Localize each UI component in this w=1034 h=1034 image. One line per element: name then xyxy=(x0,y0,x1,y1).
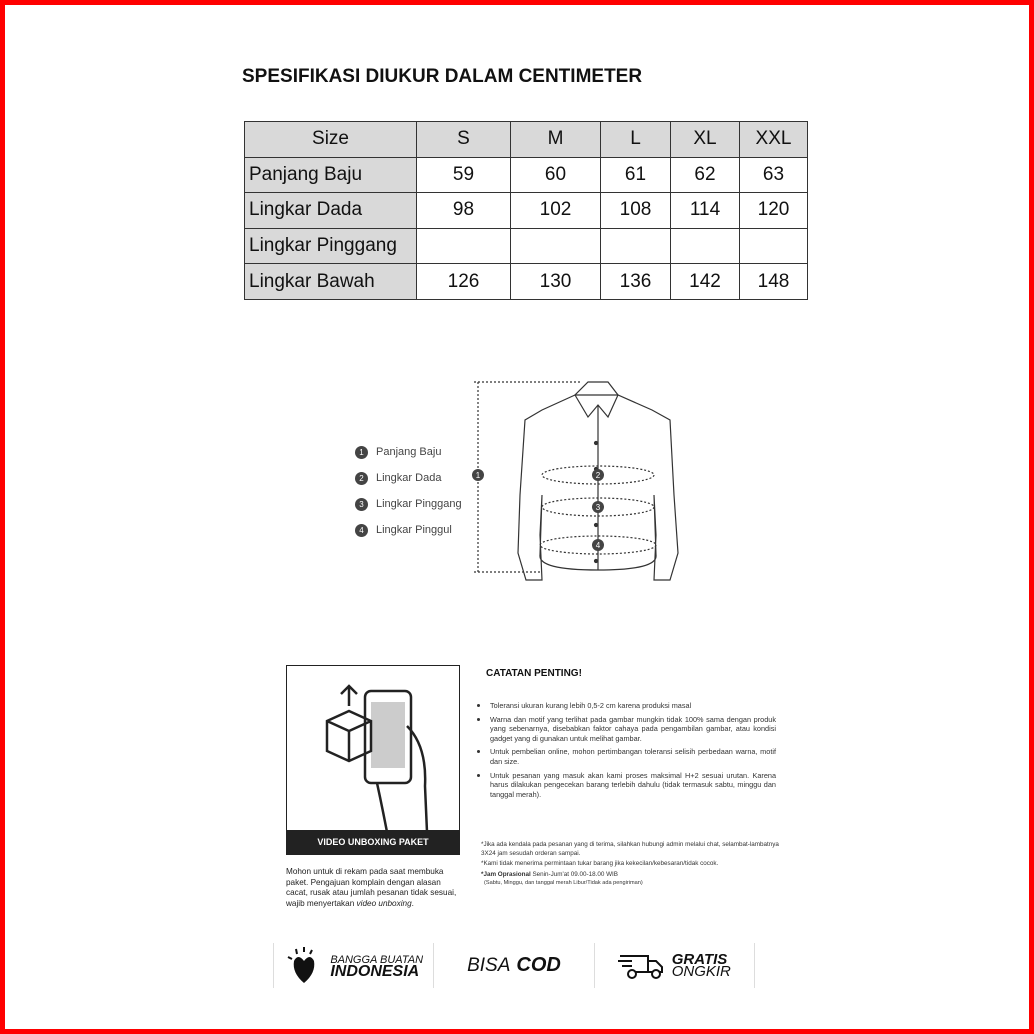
note-item: Toleransi ukuran kurang lebih 0,5-2 cm karena produksi masal xyxy=(476,701,776,711)
badge-text: BANGGA BUATAN xyxy=(330,953,424,966)
table-cell: 108 xyxy=(601,193,671,229)
unboxing-text xyxy=(286,867,460,909)
notes-title: CATATAN PENTING! xyxy=(486,668,582,679)
table-cell: 61 xyxy=(601,157,671,193)
header-cell: XL xyxy=(671,122,740,158)
legend-number: 2 xyxy=(355,472,368,485)
svg-text:4: 4 xyxy=(595,541,601,550)
delivery-truck-icon xyxy=(618,952,666,980)
row-label: Lingkar Dada xyxy=(245,193,417,229)
legend-item xyxy=(355,465,462,491)
unboxing-text-italic: video unboxing xyxy=(356,898,412,908)
badge-text: GRATIS xyxy=(671,950,728,968)
legend-number: 1 xyxy=(355,446,368,459)
table-cell: 130 xyxy=(511,264,601,300)
table-row xyxy=(245,157,808,193)
legend-item xyxy=(355,517,462,543)
table-cell: 114 xyxy=(671,193,740,229)
legend-item xyxy=(355,491,462,517)
note-item: Untuk pesanan yang masuk akan kami proses maksimal H+2 sesuai urutan. Karena harus dilakukan pengecekan barang terlebih dahulu (tidak termasuk sabtu, minggu dan tanggal merah). xyxy=(476,771,776,800)
footnote xyxy=(481,871,781,880)
badge-indonesia xyxy=(273,943,433,988)
table-cell xyxy=(511,228,601,264)
svg-text:3: 3 xyxy=(595,503,601,512)
phone-box-icon xyxy=(287,666,459,832)
unboxing-illustration xyxy=(286,665,460,855)
badge-text: COD xyxy=(516,954,561,976)
header-cell: M xyxy=(511,122,601,158)
badge-free-shipping xyxy=(594,943,755,988)
size-table xyxy=(244,121,808,300)
table-cell: 59 xyxy=(417,157,511,193)
table-cell: 62 xyxy=(671,157,740,193)
unboxing-panel xyxy=(286,665,460,909)
header-cell: L xyxy=(601,122,671,158)
legend-label: Lingkar Pinggang xyxy=(376,498,462,510)
header-cell: XXL xyxy=(740,122,808,158)
shirt-diagram-icon xyxy=(460,375,700,585)
legend-number: 3 xyxy=(355,498,368,511)
notes-list xyxy=(476,701,776,799)
table-row xyxy=(245,193,808,229)
table-cell: 63 xyxy=(740,157,808,193)
badge-text: BISA xyxy=(467,954,511,976)
svg-text:2: 2 xyxy=(595,471,601,480)
legend-label: Lingkar Pinggul xyxy=(376,524,452,536)
important-notes xyxy=(476,668,776,803)
table-header-row xyxy=(245,122,808,158)
heart-hand-icon xyxy=(284,947,324,985)
measurement-legend xyxy=(355,439,462,543)
table-cell: 120 xyxy=(740,193,808,229)
svg-text:1: 1 xyxy=(475,471,481,480)
badge-cod xyxy=(433,943,593,988)
table-cell: 98 xyxy=(417,193,511,229)
footnote: (Sabtu, Minggu, dan tanggal merah Libur/Tidak ada pengiriman) xyxy=(484,880,643,886)
page-title: SPESIFIKASI DIUKUR DALAM CENTIMETER xyxy=(242,66,643,87)
footnote: *Kami tidak menerima permintaan tukar barang jika kekecilan/kebesaran/tidak cocok. xyxy=(481,860,719,867)
footnote-text: Senin-Jum'at 09.00-18.00 WIB xyxy=(530,870,619,878)
table-cell xyxy=(740,228,808,264)
table-cell: 142 xyxy=(671,264,740,300)
unboxing-text-a: Mohon untuk di rekam pada saat membuka paket. Pengajuan komplain dengan alasan cacat, rusak atau jumlah pesanan tidak sesuai, wajib menyertakan xyxy=(286,867,457,908)
badge-text: ONGKIR xyxy=(671,962,731,980)
footnotes xyxy=(481,841,781,888)
header-cell: S xyxy=(417,122,511,158)
table-cell xyxy=(601,228,671,264)
badge-text: INDONESIA xyxy=(330,962,420,980)
legend-label: Lingkar Dada xyxy=(376,472,442,484)
table-cell: 126 xyxy=(417,264,511,300)
table-cell xyxy=(671,228,740,264)
table-row xyxy=(245,264,808,300)
note-item: Warna dan motif yang terlihat pada gambar mungkin tidak 100% sama dengan produk yang sebenarnya, disebabkan faktor cahaya pada pengambilan gambar, atau kondisi gadget yang di gunakan untuk melihat gambar. xyxy=(476,715,776,744)
badges xyxy=(273,943,755,988)
row-label: Panjang Baju xyxy=(245,157,417,193)
legend-number: 4 xyxy=(355,524,368,537)
table-cell: 102 xyxy=(511,193,601,229)
table-row xyxy=(245,228,808,264)
unboxing-text-c: . xyxy=(411,898,414,908)
footnote: *Jika ada kendala pada pesanan yang di terima, silahkan hubungi admin melalui chat, selambat-lambatnya 3X24 jam sesudah orderan sampai. xyxy=(481,841,779,857)
note-item: Untuk pembelian online, mohon pertimbangan toleransi selisih perbedaan warna, motif dan size. xyxy=(476,747,776,766)
table-cell: 136 xyxy=(601,264,671,300)
unboxing-label: VIDEO UNBOXING PAKET xyxy=(287,830,459,854)
legend-label: Panjang Baju xyxy=(376,446,442,458)
row-label: Lingkar Bawah xyxy=(245,264,417,300)
table-cell: 148 xyxy=(740,264,808,300)
row-label: Lingkar Pinggang xyxy=(245,228,417,264)
footnote-bold: *Jam Oprasional xyxy=(481,870,531,878)
table-cell xyxy=(417,228,511,264)
table-cell: 60 xyxy=(511,157,601,193)
header-cell: Size xyxy=(245,122,417,158)
legend-item xyxy=(355,439,462,465)
